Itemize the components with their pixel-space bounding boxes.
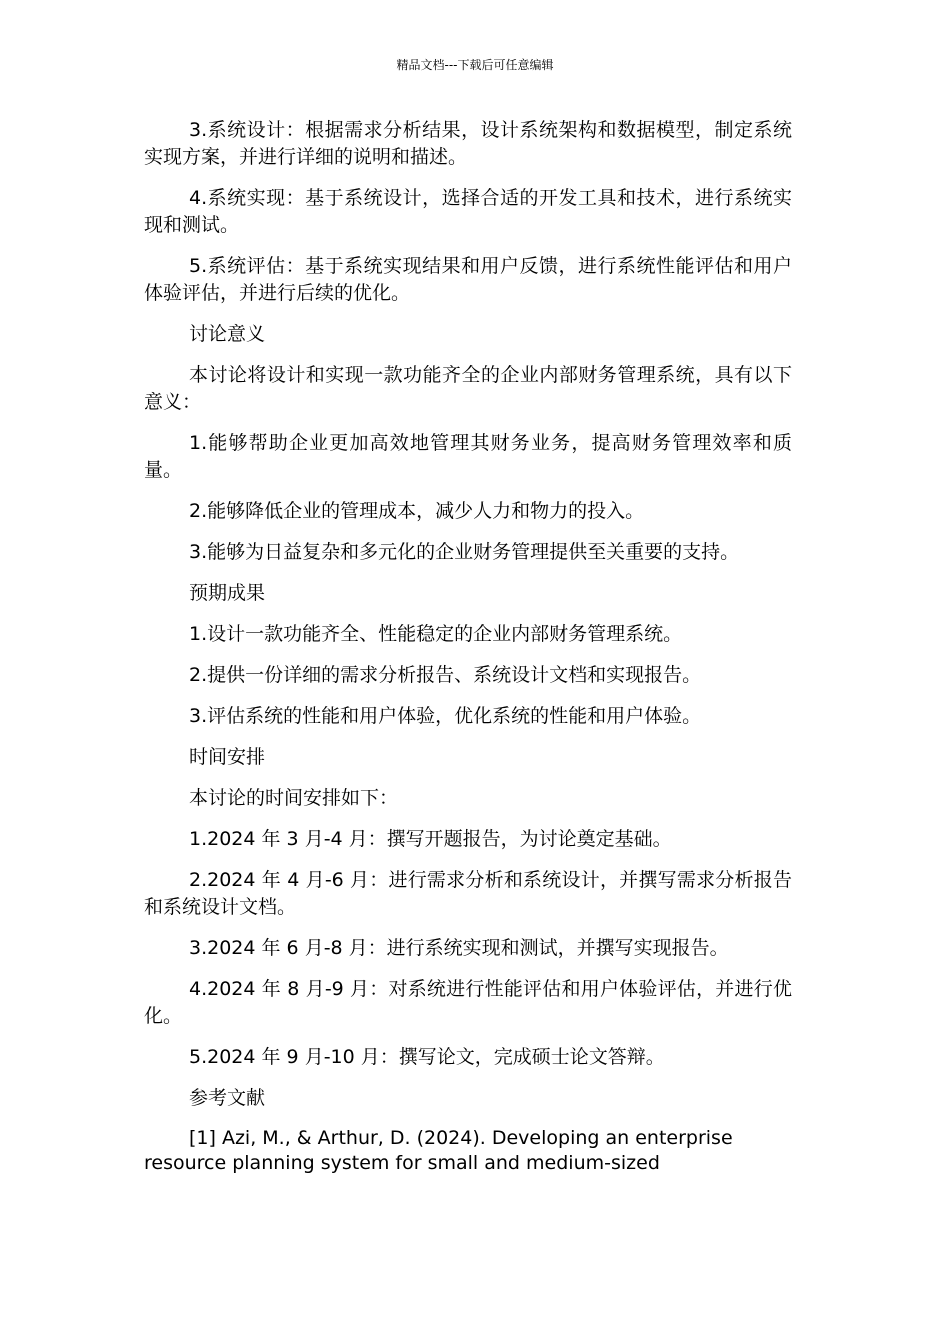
paragraph-schedule-3: 3.2024 年 6 月-8 月：进行系统实现和测试，并撰写实现报告。 [189, 937, 729, 959]
paragraph-result-2: 2.提供一份详细的需求分析报告、系统设计文档和实现报告。 [189, 664, 702, 686]
reference-item-1: [1] Azi, M., & Arthur, D. (2024). Developing an enterprise resource planning system for small and medium-sized [144, 1127, 733, 1174]
paragraph-significance-1: 1.能够帮助企业更加高效地管理其财务业务，提高财务管理效率和质量。 [144, 432, 792, 481]
paragraph-schedule-5: 5.2024 年 9 月-10 月：撰写论文，完成硕士论文答辩。 [189, 1046, 665, 1068]
paragraph-result-1: 1.设计一款功能齐全、性能稳定的企业内部财务管理系统。 [189, 623, 683, 645]
paragraph-schedule-intro: 本讨论的时间安排如下： [189, 787, 399, 809]
page-header: 精品文档---下载后可任意编辑 [396, 58, 554, 72]
paragraph-schedule-2: 2.2024 年 4 月-6 月：进行需求分析和系统设计，并撰写需求分析报告和系统设计文档。 [144, 869, 792, 918]
section-heading-references: 参考文献 [189, 1087, 266, 1109]
paragraph-significance-intro: 本讨论将设计和实现一款功能齐全的企业内部财务管理系统，具有以下意义： [144, 364, 792, 413]
section-heading-significance: 讨论意义 [189, 323, 266, 345]
document-body [144, 117, 792, 1190]
section-heading-expected-results: 预期成果 [189, 582, 266, 604]
paragraph-schedule-1: 1.2024 年 3 月-4 月：撰写开题报告，为讨论奠定基础。 [189, 828, 672, 850]
paragraph-system-design: 3.系统设计：根据需求分析结果，设计系统架构和数据模型，制定系统实现方案，并进行详细的说明和描述。 [144, 119, 792, 168]
paragraph-schedule-4: 4.2024 年 8 月-9 月：对系统进行性能评估和用户体验评估，并进行优化。 [144, 978, 792, 1027]
paragraph-system-implementation: 4.系统实现：基于系统设计，选择合适的开发工具和技术，进行系统实现和测试。 [144, 187, 792, 236]
section-heading-schedule: 时间安排 [189, 746, 266, 768]
paragraph-significance-2: 2.能够降低企业的管理成本，减少人力和物力的投入。 [189, 500, 645, 522]
paragraph-result-3: 3.评估系统的性能和用户体验，优化系统的性能和用户体验。 [189, 705, 702, 727]
paragraph-significance-3: 3.能够为日益复杂和多元化的企业财务管理提供至关重要的支持。 [189, 541, 740, 563]
paragraph-system-evaluation: 5.系统评估：基于系统实现结果和用户反馈，进行系统性能评估和用户体验评估，并进行后续的优化。 [144, 255, 792, 304]
